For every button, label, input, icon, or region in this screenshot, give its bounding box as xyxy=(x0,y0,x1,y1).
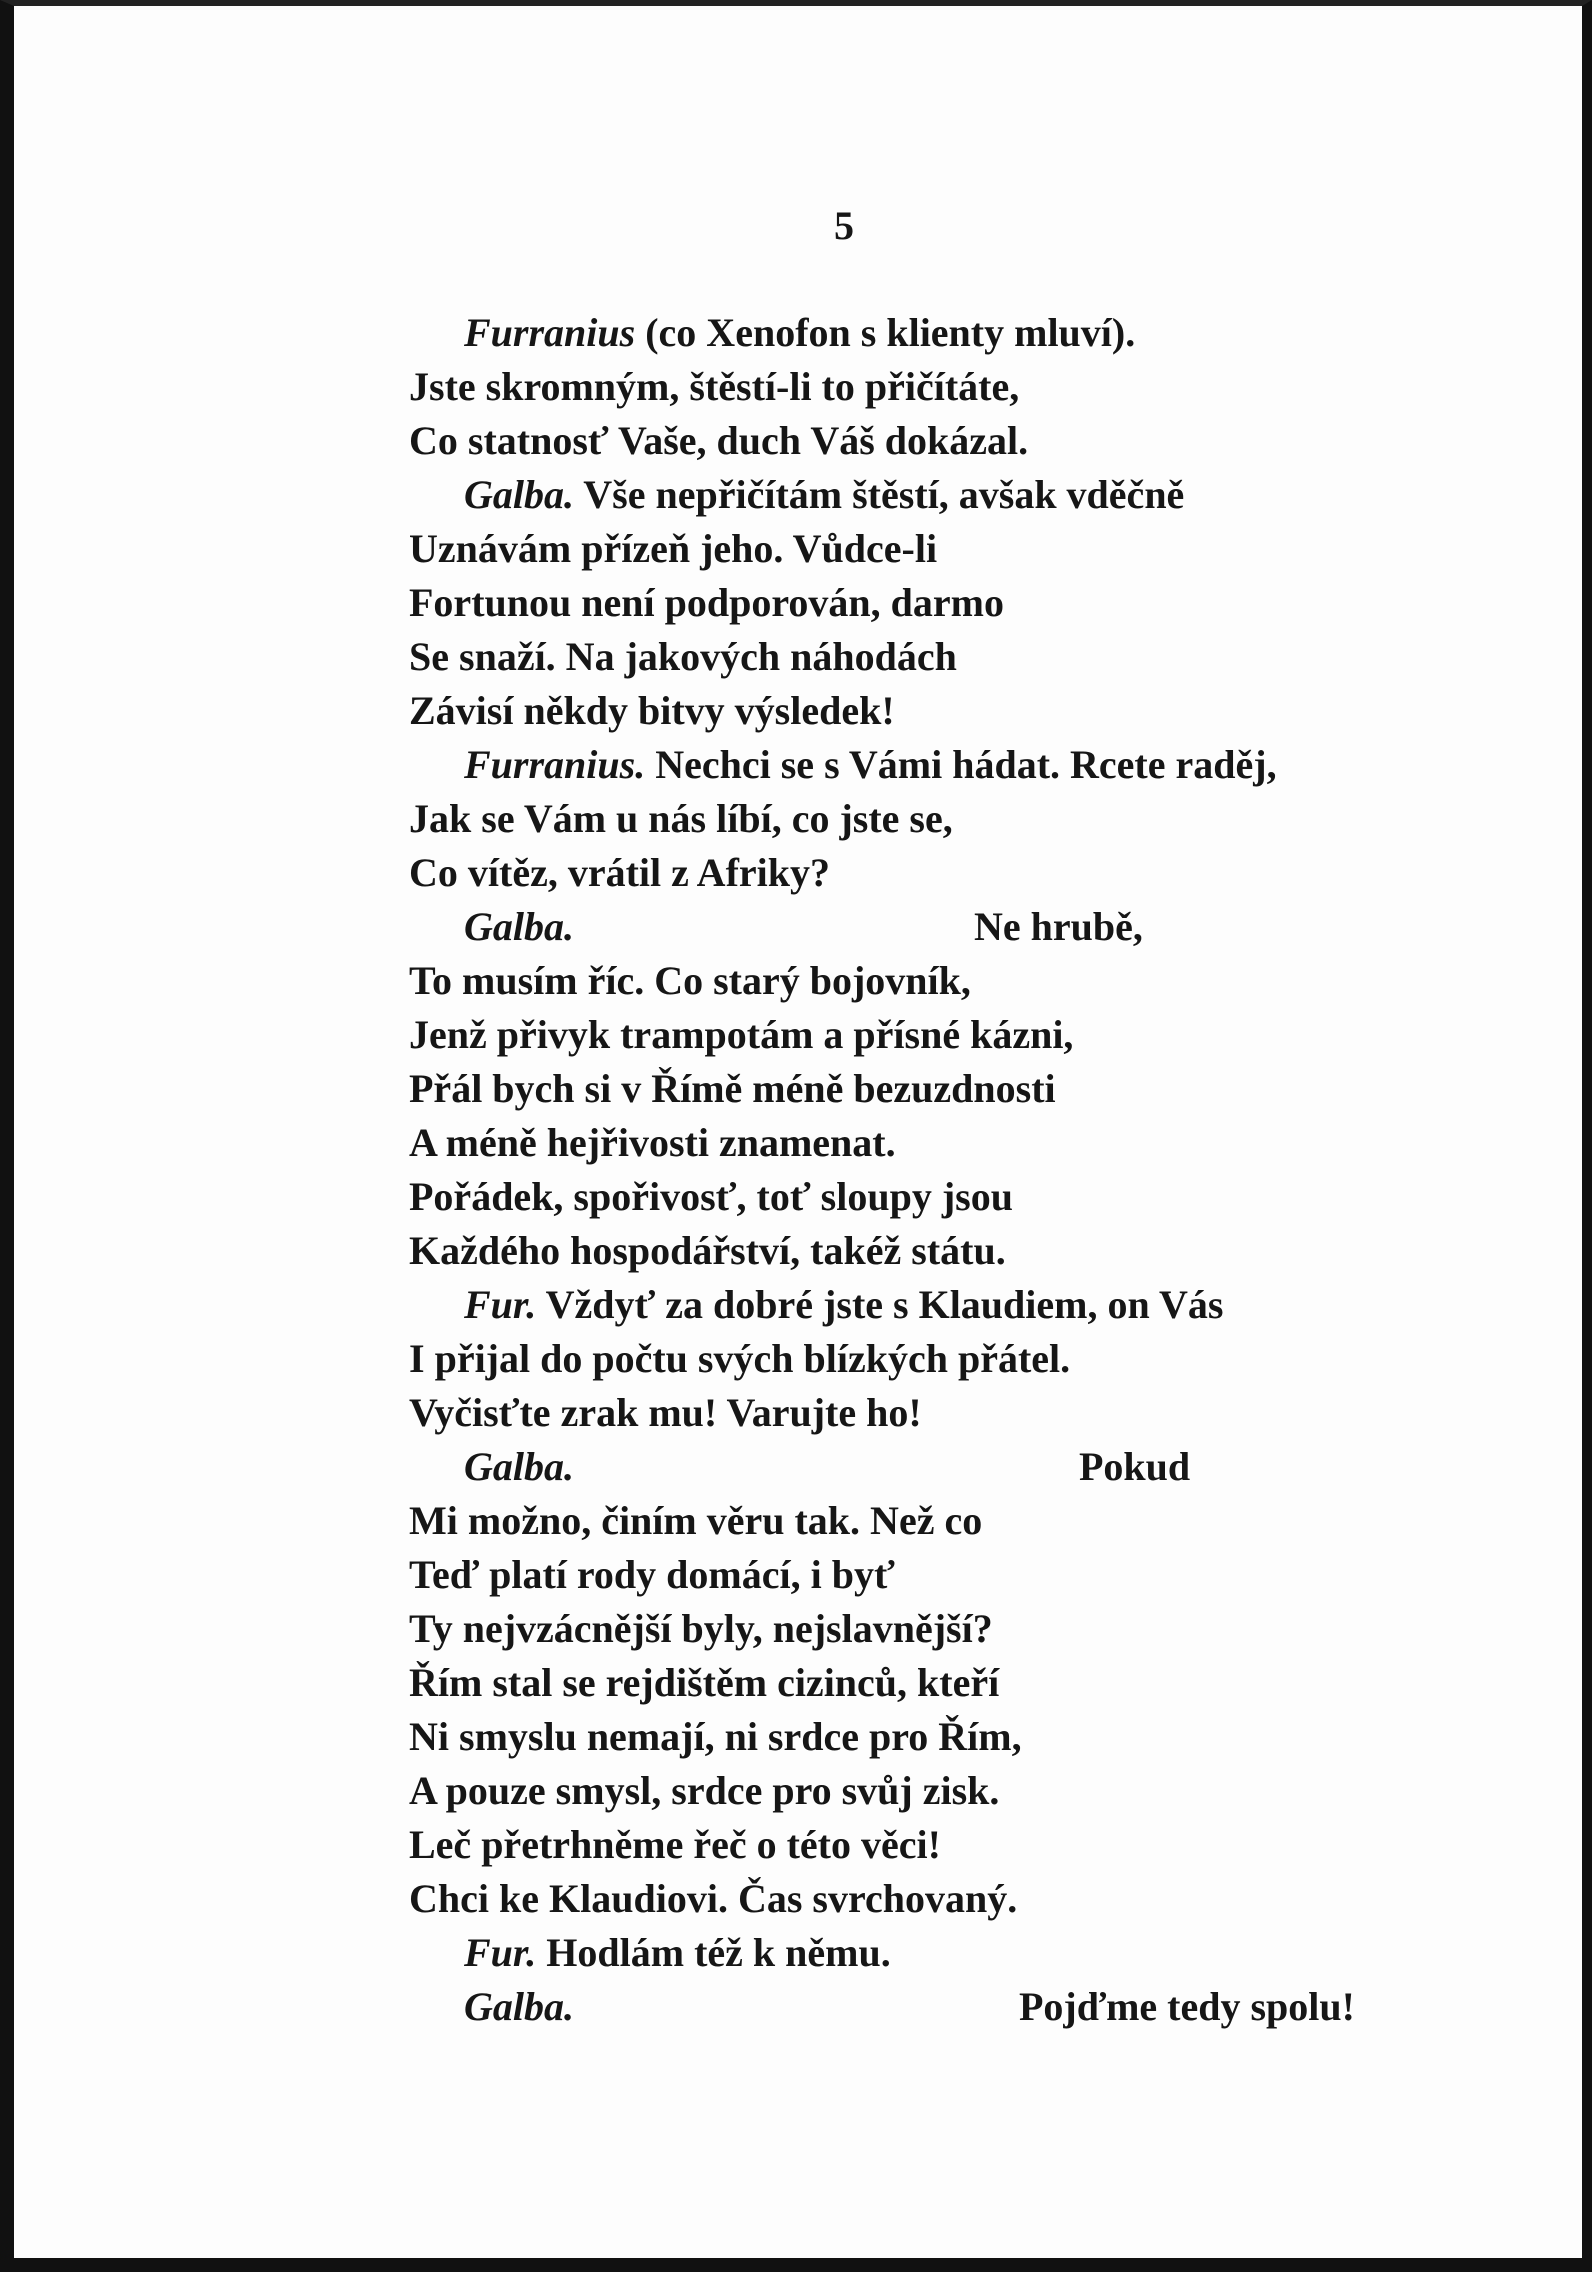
line-text: A pouze smysl, srdce pro svůj zisk. xyxy=(409,1768,1000,1813)
text-line-25 xyxy=(409,1602,1449,1656)
text-line-29 xyxy=(409,1818,1449,1872)
text-line-23 xyxy=(409,1494,1449,1548)
text-line-19 xyxy=(409,1278,1449,1332)
text-line-30 xyxy=(409,1872,1449,1926)
play-text xyxy=(409,306,1449,2034)
line-text: Vždyť za dobré jste s Klaudiem, on Vás xyxy=(536,1282,1224,1327)
text-line-12 xyxy=(409,900,1449,954)
line-text-continued: Pojďme tedy spolu! xyxy=(1019,1984,1355,2029)
text-line-32 xyxy=(409,1980,1449,2034)
line-text: Co vítěz, vrátil z Afriky? xyxy=(409,850,830,895)
text-line-20 xyxy=(409,1332,1449,1386)
text-line-22 xyxy=(409,1440,1449,1494)
line-text: Co statnosť Vaše, duch Váš dokázal. xyxy=(409,418,1029,463)
line-text: Jak se Vám u nás líbí, co jste se, xyxy=(409,796,953,841)
text-line-2 xyxy=(409,360,1449,414)
line-text: Každého hospodářství, takéž státu. xyxy=(409,1228,1006,1273)
text-line-26 xyxy=(409,1656,1449,1710)
speaker-name: Galba. xyxy=(464,1444,574,1489)
line-text: (co Xenofon s klienty mluví). xyxy=(635,310,1136,355)
speaker-name: Furranius xyxy=(464,310,636,355)
line-text: Hodlám též k němu. xyxy=(536,1930,891,1975)
text-line-13 xyxy=(409,954,1449,1008)
line-text: Nechci se s Vámi hádat. Rcete raděj, xyxy=(645,742,1277,787)
speaker-name: Furranius. xyxy=(464,742,646,787)
line-text: Teď platí rody domácí, i byť xyxy=(409,1552,895,1597)
line-text: Se snaží. Na jakových náhodách xyxy=(409,634,957,679)
text-line-10 xyxy=(409,792,1449,846)
line-text: Ty nejvzácnější byly, nejslavnější? xyxy=(409,1606,993,1651)
line-text: Mi možno, činím věru tak. Než co xyxy=(409,1498,983,1543)
text-line-9 xyxy=(409,738,1449,792)
text-line-8 xyxy=(409,684,1449,738)
text-line-17 xyxy=(409,1170,1449,1224)
text-line-21 xyxy=(409,1386,1449,1440)
line-text-continued: Ne hrubě, xyxy=(974,904,1143,949)
line-text: I přijal do počtu svých blízkých přátel. xyxy=(409,1336,1071,1381)
line-text: Ni smyslu nemají, ni srdce pro Řím, xyxy=(409,1714,1022,1759)
text-line-18 xyxy=(409,1224,1449,1278)
text-line-4 xyxy=(409,468,1449,522)
line-text: Jste skromným, štěstí-li to přičítáte, xyxy=(409,364,1020,409)
text-line-15 xyxy=(409,1062,1449,1116)
line-text: Uznávám přízeň jeho. Vůdce-li xyxy=(409,526,938,571)
line-text: Řím stal se rejdištěm cizinců, kteří xyxy=(409,1660,1000,1705)
text-line-5 xyxy=(409,522,1449,576)
text-line-3 xyxy=(409,414,1449,468)
line-text: Fortunou není podporován, darmo xyxy=(409,580,1004,625)
line-text: Pořádek, spořivosť, toť sloupy jsou xyxy=(409,1174,1013,1219)
line-text: Vyčisťte zrak mu! Varujte ho! xyxy=(409,1390,922,1435)
speaker-name: Galba. xyxy=(464,472,574,517)
text-line-27 xyxy=(409,1710,1449,1764)
line-text: Vše nepřičítám štěstí, avšak vděčně xyxy=(574,472,1185,517)
text-line-11 xyxy=(409,846,1449,900)
text-line-7 xyxy=(409,630,1449,684)
text-line-31 xyxy=(409,1926,1449,1980)
line-text: To musím říc. Co starý bojovník, xyxy=(409,958,971,1003)
line-text: Přál bych si v Římě méně bezuzdnosti xyxy=(409,1066,1056,1111)
line-text: Chci ke Klaudiovi. Čas svrchovaný. xyxy=(409,1876,1018,1921)
text-line-6 xyxy=(409,576,1449,630)
text-line-14 xyxy=(409,1008,1449,1062)
speaker-name: Galba. xyxy=(464,1984,574,2029)
text-line-16 xyxy=(409,1116,1449,1170)
line-text: Leč přetrhněme řeč o této věci! xyxy=(409,1822,941,1867)
line-text: A méně hejřivosti znamenat. xyxy=(409,1120,896,1165)
line-text: Jenž přivyk trampotám a přísné kázni, xyxy=(409,1012,1074,1057)
page-number: 5 xyxy=(834,203,854,248)
speaker-name: Galba. xyxy=(464,904,574,949)
line-text: Závisí někdy bitvy výsledek! xyxy=(409,688,895,733)
speaker-name: Fur. xyxy=(464,1930,537,1975)
speaker-name: Fur. xyxy=(464,1282,537,1327)
text-line-28 xyxy=(409,1764,1449,1818)
text-line-1 xyxy=(409,306,1449,360)
text-line-24 xyxy=(409,1548,1449,1602)
line-text-continued: Pokud xyxy=(1079,1444,1191,1489)
